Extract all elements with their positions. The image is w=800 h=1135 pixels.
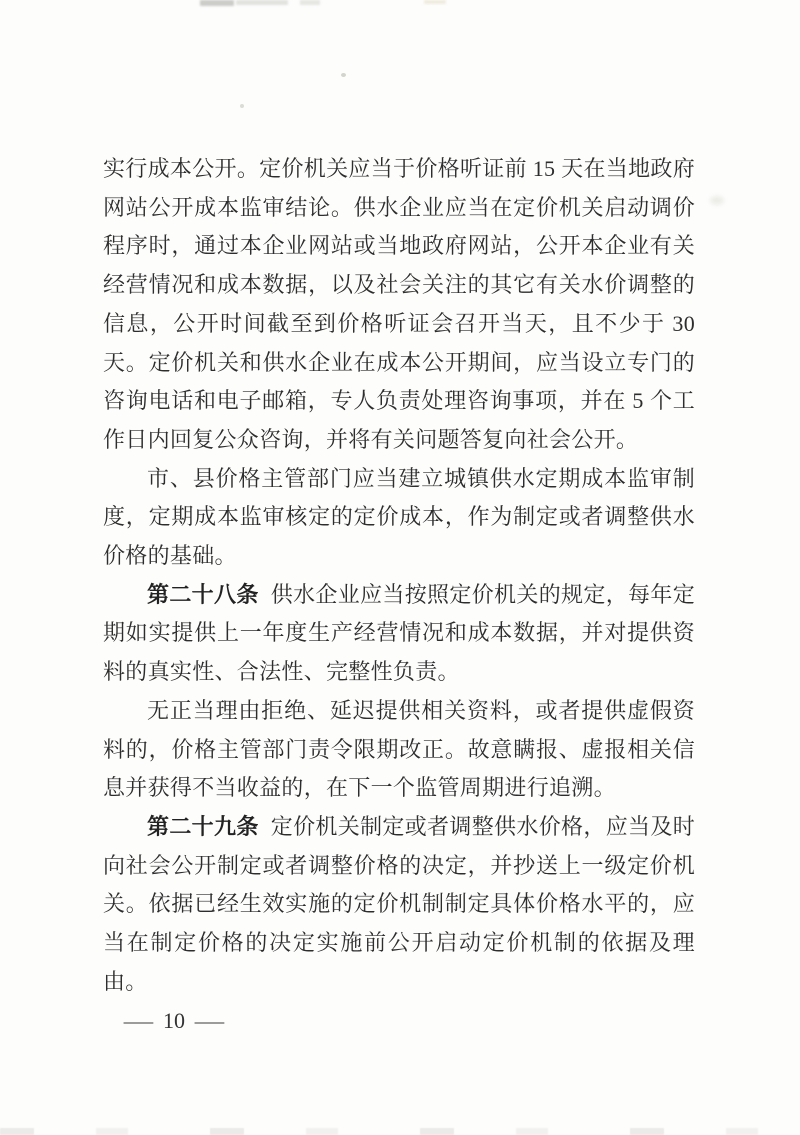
footer-dash-left: — — [123, 1008, 154, 1033]
article-29-label: 第二十九条 — [147, 813, 259, 839]
page-footer — [123, 1008, 225, 1034]
paragraph-3-article-28 — [103, 576, 695, 692]
document-body — [103, 150, 695, 1001]
paragraph-2-cost-supervision — [103, 460, 695, 576]
scan-speck — [341, 73, 346, 77]
scan-artifact-top — [424, 0, 446, 4]
paragraph-1-cost-disclosure — [103, 150, 695, 460]
page-number: 10 — [163, 1008, 185, 1033]
paragraph-4-false-information — [103, 692, 695, 808]
paragraph-text: 供水企业应当按照定价机关的规定，每年定期如实提供上一年度生产经营情况和成本数据，并对提供资料的真实性、合法性、完整性负责。 — [103, 581, 695, 685]
scan-speck — [710, 196, 724, 205]
article-28-label: 第二十八条 — [147, 581, 259, 607]
scan-artifact-bottom — [0, 1128, 800, 1135]
paragraph-text: 无正当理由拒绝、延迟提供相关资料，或者提供虚假资料的，价格主管部门责令限期改正。故意瞒报、虚报相关信息并获得不当收益的，在下一个监管周期进行追溯。 — [103, 697, 695, 801]
paragraph-5-article-29 — [103, 808, 695, 1002]
paragraph-text: 定价机关制定或者调整供水价格，应当及时向社会公开制定或者调整价格的决定，并抄送上一级定价机关。依据已经生效实施的定价机制制定具体价格水平的，应当在制定价格的决定实施前公开启动定价机制的依据及理由。 — [103, 813, 695, 994]
scan-artifact-top — [300, 0, 320, 5]
paragraph-text: 实行成本公开。定价机关应当于价格听证前 15 天在当地政府网站公开成本监审结论。供水企业应当在定价机关启动调价程序时，通过本企业网站或当地政府网站，公开本企业有关经营情况和成本数据，以及社会关注的其它有关水价调整的信息，公开时间截至到价格听证会召开当天，且不少于 30 天。定价机关和供水企业在成本公开期间，应当设立专门的咨询电话和电子邮箱，专人负责处理咨询事项，并在 5 个工作日内回复公众咨询，并将有关问题答复向社会公开。 — [103, 156, 695, 452]
scan-artifact-top — [236, 0, 288, 5]
scan-speck — [240, 104, 244, 108]
paragraph-text: 市、县价格主管部门应当建立城镇供水定期成本监审制度，定期成本监审核定的定价成本，作为制定或者调整供水价格的基础。 — [103, 465, 695, 569]
footer-dash-right: — — [194, 1008, 225, 1033]
scan-artifact-top — [200, 0, 234, 6]
